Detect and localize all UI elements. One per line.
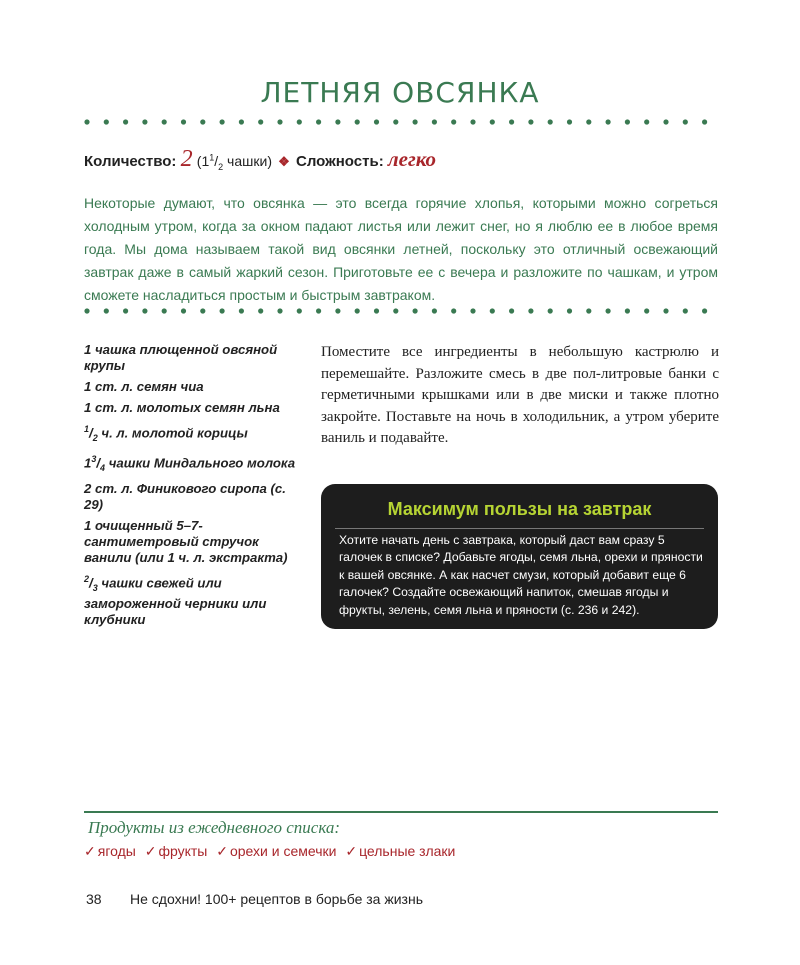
dotted-divider-top [84, 118, 724, 126]
divider-dot [528, 119, 533, 124]
divider-dot [393, 308, 398, 313]
divider-dot [316, 119, 321, 124]
ingredient-frac-num: 2 [84, 574, 90, 585]
diamond-separator-icon: ❖ [278, 154, 290, 169]
ingredients-list [84, 342, 299, 633]
divider-dot [413, 119, 418, 124]
divider-dot [181, 308, 186, 313]
divider-dot [258, 308, 263, 313]
divider-dot [548, 119, 553, 124]
checkmark-icon: ✓ [144, 843, 157, 859]
divider-dot [625, 119, 630, 124]
divider-dot [509, 308, 514, 313]
divider-dot [702, 119, 707, 124]
daily-list-item: ✓ цельные злаки [345, 843, 456, 859]
divider-dot [644, 119, 649, 124]
quantity-detail: ($1^1/_2$ чашки) [196, 152, 272, 172]
divider-dot [374, 119, 379, 124]
divider-dot [683, 119, 688, 124]
ingredient-whole: 1 [84, 455, 92, 471]
tip-box [321, 484, 718, 629]
divider-dot [220, 119, 225, 124]
divider-dot [625, 308, 630, 313]
divider-dot [162, 308, 167, 313]
dots-svg-bottom [84, 307, 724, 315]
divider-dot [490, 308, 495, 313]
quantity-value: 2 [180, 146, 193, 172]
recipe-title: ЛЕТНЯЯ ОВСЯНКА [260, 76, 540, 109]
ingredient-item: $1^3/_4$ чашки Миндального молока [84, 454, 296, 474]
ingredient-item: 1 очищенный 5–7-сантиметровый стручок ванили (или 1 ч. л. экстракта) [84, 518, 288, 566]
divider-dot [142, 119, 147, 124]
divider-dot [432, 308, 437, 313]
checkmark-icon: ✓ [84, 843, 96, 859]
divider-dot [413, 308, 418, 313]
divider-dot [239, 119, 244, 124]
divider-dot [277, 308, 282, 313]
ingredient-text: чашки Миндального молока [108, 455, 296, 471]
recipe-meta: Количество: 2 ($1^1/_2$ чашки) ❖ Сложность: легко [84, 146, 437, 172]
divider-dot [239, 308, 244, 313]
difficulty-value: легко [387, 147, 437, 171]
ingredient-frac-den: 2 [92, 433, 98, 444]
dotted-divider-bottom [84, 307, 724, 315]
divider-dot [123, 308, 128, 313]
ingredient-frac-num: 1 [84, 424, 90, 434]
divider-dot [181, 119, 186, 124]
tip-box-divider [335, 528, 704, 529]
daily-list-title: Продукты из ежедневного списка: [88, 818, 341, 837]
daily-list [84, 843, 460, 860]
divider-dot [84, 119, 89, 124]
divider-dot [104, 308, 109, 313]
ingredient-item: 2 ст. л. Финикового сиропа (с. 29) [84, 481, 286, 513]
divider-dot [316, 308, 321, 313]
divider-dot [220, 308, 225, 313]
divider-dot [104, 119, 109, 124]
divider-dot [162, 119, 167, 124]
page-number: 38 [86, 891, 102, 907]
divider-dot [393, 119, 398, 124]
divider-dot [258, 119, 263, 124]
divider-dot [683, 308, 688, 313]
ingredient-frac-den: 4 [100, 463, 106, 474]
checkmark-icon: ✓ [345, 843, 358, 859]
book-title: Не сдохни! 100+ рецептов в борьбе за жизнь [130, 891, 423, 907]
ingredient-text: ч. л. молотой корицы [101, 425, 248, 441]
divider-dot [586, 308, 591, 313]
divider-dot [702, 308, 707, 313]
divider-dot [528, 308, 533, 313]
divider-dot [451, 308, 456, 313]
ingredient-item: $^1/_2$ ч. л. молотой корицы [84, 424, 248, 444]
divider-dot [606, 308, 611, 313]
divider-dot [567, 119, 572, 124]
checkmark-icon: ✓ [216, 843, 228, 859]
daily-list-item: ✓ орехи и семечки [216, 843, 337, 859]
ingredient-item: $^2/_3$ чашки свежей или замороженной черники или клубники [84, 574, 267, 628]
ingredient-item: 1 ст. л. семян чиа [84, 379, 204, 394]
divider-dot [644, 308, 649, 313]
ingredient-item: 1 ст. л. молотых семян льна [84, 400, 280, 415]
divider-dot [200, 119, 205, 124]
divider-dot [200, 308, 205, 313]
divider-dot [374, 308, 379, 313]
divider-dot [84, 308, 89, 313]
divider-dot [277, 119, 282, 124]
divider-dot [606, 119, 611, 124]
divider-dot [663, 308, 668, 313]
divider-dot [451, 119, 456, 124]
divider-dot [567, 308, 572, 313]
quantity-label: Количество [84, 153, 172, 170]
dots-svg-top [84, 118, 724, 126]
daily-list-item: ✓ фрукты [144, 843, 208, 859]
recipe-directions: Поместите все ингредиенты в небольшую кастрюлю и перемешайте. Разложите смесь в две пол-литровые банки с герметичными крышками или в две миски и также плотно закройте. Поставьте на ночь в холодильник, а утром уберите ваниль и подавайте. [321, 344, 719, 446]
divider-dot [432, 119, 437, 124]
ingredient-item: 1 чашка плющенной овсяной крупы [84, 342, 278, 373]
ingredient-frac-num: 3 [91, 454, 97, 465]
recipe-intro: Некоторые думают, что овсянка — это всегда горячие хлопья, которыми можно согреться холодным утром, когда за окном падают листья или лежит снег, но я люблю ее в любое время года. Мы дома называем такой вид овсянки летней, поскольку это отличный освежающий завтрак даже в самый жаркий сезон. Приготовьте ее с вечера и разложите по чашкам, и утром сможете насладиться простым и быстрым завтраком. [84, 195, 718, 303]
divider-dot [297, 308, 302, 313]
daily-list-item: ✓ ягоды [84, 843, 136, 859]
divider-dot [509, 119, 514, 124]
divider-dot [470, 308, 475, 313]
divider-dot [297, 119, 302, 124]
divider-dot [355, 308, 360, 313]
divider-dot [663, 119, 668, 124]
divider-dot [335, 308, 340, 313]
footer-divider [84, 811, 718, 813]
tip-box-title: Максимум пользы на завтрак [387, 499, 652, 519]
divider-dot [586, 119, 591, 124]
divider-dot [355, 119, 360, 124]
ingredient-frac-den: 3 [92, 583, 98, 594]
difficulty-label: Сложность [295, 153, 379, 170]
ingredient-text: чашки свежей или замороженной черники или клубники [84, 575, 267, 628]
divider-dot [123, 119, 128, 124]
divider-dot [548, 308, 553, 313]
divider-dot [470, 119, 475, 124]
divider-dot [490, 119, 495, 124]
divider-dot [335, 119, 340, 124]
tip-box-text: Хотите начать день с завтрака, который даст вам сразу 5 галочек в списке? Добавьте ягоды, семя льна, орехи и пряности к вашей овсянке. А как насчет смузи, который добавит еще 6 галочек? Создайте освежающий напиток, смешав ягоды и фрукты, зелень, семя льна и пряности (с. 236 и 242). [339, 533, 703, 617]
divider-dot [142, 308, 147, 313]
